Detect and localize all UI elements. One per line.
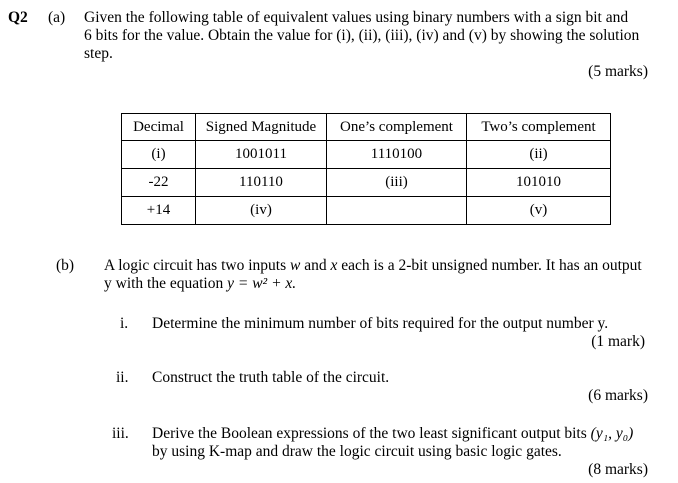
item-iii-marks: (8 marks) [588, 461, 648, 478]
table-cell: (v) [467, 197, 611, 225]
variable-w: w [289, 257, 301, 274]
equivalent-values-table [121, 113, 611, 225]
table-cell: 1001011 [196, 141, 327, 169]
table-cell: (iv) [196, 197, 327, 225]
part-a-line-3: step. [84, 45, 113, 62]
table-cell [327, 197, 467, 225]
header-decimal: Decimal [122, 114, 196, 141]
item-ii-label: ii. [116, 369, 129, 386]
table-cell: (iii) [327, 169, 467, 197]
output-bits-math: (y₁, y₀) [590, 425, 634, 442]
header-signed-magnitude: Signed Magnitude [196, 114, 327, 141]
item-ii-text: Construct the truth table of the circuit. [152, 369, 390, 386]
table-cell: 110110 [196, 169, 327, 197]
part-a-line-2: 6 bits for the value. Obtain the value for (i), (ii), (iii), (iv) and (v) by showing the solution [84, 27, 640, 44]
table-cell: 101010 [467, 169, 611, 197]
table-row [122, 197, 611, 225]
table-cell: 1110100 [327, 141, 467, 169]
part-a-label: (a) [48, 9, 66, 26]
item-iii-line-2: by using K-map and draw the logic circuit using basic logic gates. [152, 443, 562, 460]
item-iii-line-1 [152, 424, 633, 443]
part-a-line-1: Given the following table of equivalent values using binary numbers with a sign bit and [84, 9, 629, 26]
item-i-label: i. [120, 315, 129, 332]
item-ii-marks: (6 marks) [588, 387, 648, 404]
part-b-intro-line-1 [104, 256, 642, 275]
item-i-marks: (1 mark) [591, 333, 645, 350]
part-b-intro-line-2 [104, 274, 296, 293]
part-b-label: (b) [56, 257, 75, 274]
table-cell: -22 [122, 169, 196, 197]
header-twos-complement: Two’s complement [467, 114, 611, 141]
table-cell: (ii) [467, 141, 611, 169]
intro-text: and [300, 257, 331, 274]
item-iii-label: iii. [112, 425, 129, 442]
item-i-text: Determine the minimum number of bits required for the output number y. [152, 315, 609, 332]
intro-text: A logic circuit has two inputs [104, 257, 290, 274]
table-cell: +14 [122, 197, 196, 225]
table-row [122, 169, 611, 197]
variable-x: x [330, 257, 338, 274]
intro-text: y with the equation [104, 275, 228, 292]
item-iii-text: Derive the Boolean expressions of the two least significant output bits [152, 425, 591, 442]
table-header-row [122, 114, 611, 141]
intro-text: each is a 2-bit unsigned number. It has an output [337, 257, 642, 274]
table-cell: (i) [122, 141, 196, 169]
part-a-marks: (5 marks) [588, 63, 648, 80]
table-row [122, 141, 611, 169]
question-number: Q2 [8, 9, 28, 26]
equation: y = w² + x. [227, 275, 297, 292]
header-ones-complement: One’s complement [327, 114, 467, 141]
